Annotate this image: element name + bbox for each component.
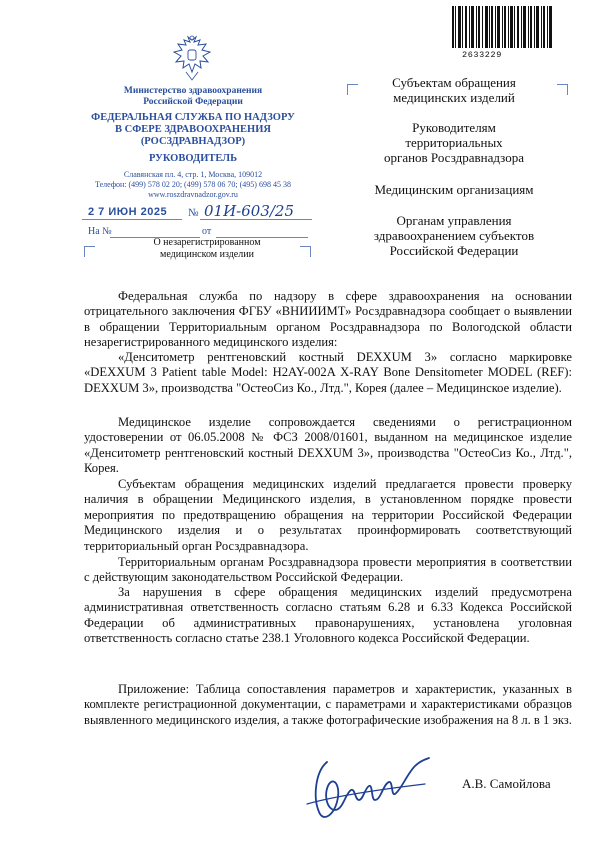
addressee-3 xyxy=(333,182,575,197)
address-block xyxy=(70,170,316,200)
addressee-line: Руководителям xyxy=(412,120,496,135)
subject-line xyxy=(112,237,302,261)
number-label: № xyxy=(188,207,199,219)
service-line: ФЕДЕРАЛЬНАЯ СЛУЖБА ПО НАДЗОРУ xyxy=(91,112,295,123)
addressee-1 xyxy=(333,75,575,105)
signature-image xyxy=(305,754,435,829)
subject-corner-left xyxy=(84,246,95,257)
ministry-line: Российской Федерации xyxy=(143,97,243,107)
ref-label: На № xyxy=(88,226,112,237)
ref-from-label: от xyxy=(202,226,212,237)
coat-of-arms-emblem xyxy=(170,34,214,82)
addressee-line: органов Росздравнадзора xyxy=(383,150,525,165)
ministry-name xyxy=(70,86,316,108)
addressee-line: Субъектам обращения xyxy=(392,75,516,90)
addressee-line: территориальных xyxy=(405,135,503,150)
address-line: Славянская пл. 4, стр. 1, Москва, 109012 xyxy=(123,170,263,179)
body-paragraph: Федеральная служба по надзору в сфере здравоохранения на основании отрицательного заключения ФГБУ «ВНИИИМТ» Росздравнадзора сообщает о выявлении в обращении Территориальным органом Росздравнадзора по Вологодской области незарегистрированного медицинского изделия: xyxy=(84,289,572,350)
body-paragraph: Субъектам обращения медицинских изделий предлагается провести проверку наличия в обращении Медицинского изделия, в установленном порядке провести мероприятия по предотвращению обращения на территории Российской Федерации Медицинского изделия и о результатах проинформировать соответствующий территориальный орган Росздравнадзора. xyxy=(84,477,572,553)
body-paragraph: Территориальным органам Росздравнадзора провести мероприятия в соответствии с действующим законодательством Российской Федерации. xyxy=(84,555,572,585)
addressee-line: Медицинским организациям xyxy=(374,182,534,197)
subject-text: О незарегистрированном xyxy=(153,237,261,248)
addressee-line: здравоохранением субъектов xyxy=(373,228,535,243)
addressee-4 xyxy=(333,213,575,258)
ministry-line: Министерство здравоохранения xyxy=(123,86,263,96)
subject-text: медицинском изделии xyxy=(160,249,254,260)
date-underline xyxy=(82,219,182,220)
addressee-line: медицинских изделий xyxy=(393,90,515,105)
outgoing-number: 01И-603/25 xyxy=(204,202,295,220)
position-title: РУКОВОДИТЕЛЬ xyxy=(148,153,238,164)
service-line: В СФЕРЕ ЗДРАВООХРАНЕНИЯ xyxy=(115,124,271,135)
body-paragraph: «Денситометр рентгеновский костный DEXXUM 3» согласно маркировке «DEXXUM 3 Patient table Model: H2AY-002A X-RAY Bone Densitometer MODEL (REF): DEXXUM 3», производства "ОстеоСиз Ко., Лтд.", Корея (далее – Медицинское изделие). xyxy=(84,350,572,395)
service-name xyxy=(70,112,316,148)
signatory-name: А.В. Самойлова xyxy=(462,776,551,791)
addressee-line: Органам управления xyxy=(396,213,512,228)
barcode xyxy=(452,6,552,48)
service-line: (РОСЗДРАВНАДЗОР) xyxy=(140,136,246,147)
body-paragraph: Медицинское изделие сопровождается сведениями о регистрационном удостоверении от 06.05.2008 № ФСЗ 2008/01601, выданном на медицинское изделие «Денситометр рентгеновский костный DEXXUM 3», производства "ОстеоСиз Ко., Лтд.", Корея. xyxy=(84,415,572,476)
addressee-2 xyxy=(333,120,575,165)
barcode-number: 2633229 xyxy=(462,50,502,60)
addressee-line: Российской Федерации xyxy=(389,243,519,258)
appendix-paragraph: Приложение: Таблица сопоставления параметров и характеристик, указанных в комплекте регистрационной документации, с параметрами и характеристиками образцов выявленного медицинского изделия, а также фотографические изображения на 8 л. в 1 экз. xyxy=(84,682,572,727)
date-number-line xyxy=(82,204,314,222)
date-stamp: 2 7 ИЮН 2025 xyxy=(88,206,168,218)
body-paragraph: За нарушения в сфере обращения медицинских изделий предусмотрена административная ответственность согласно статьям 6.28 и 6.33 Кодекса Российской Федерации об административных правонарушениях, установлена уголовная ответственность согласно статье 238.1 Уголовного кодекса Российской Федерации. xyxy=(84,585,572,646)
website-line: www.roszdravnadzor.gov.ru xyxy=(148,190,238,199)
phone-line: Телефон: (499) 578 02 20; (499) 578 06 70; (495) 698 45 38 xyxy=(95,180,291,189)
